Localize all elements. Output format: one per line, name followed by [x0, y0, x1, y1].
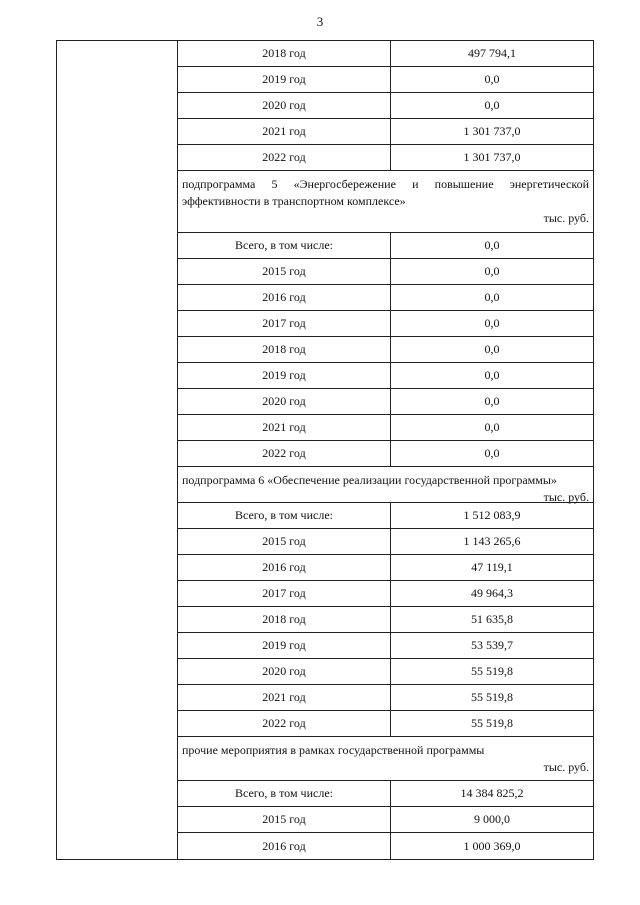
- table-row: [178, 711, 593, 737]
- amount-cell: 0,0: [484, 342, 500, 356]
- unit-label: тыс. руб.: [543, 760, 589, 774]
- amount-cell: 14 384 825,2: [460, 786, 524, 800]
- year-cell: 2022 год: [178, 441, 391, 466]
- page-number: 3: [316, 14, 324, 29]
- amount-cell: 0,0: [484, 72, 500, 86]
- year-cell: 2020 год: [178, 659, 391, 684]
- amount-cell: 55 519,8: [471, 716, 513, 730]
- amount-cell: 1 000 369,0: [463, 838, 521, 853]
- amount-cell: 55 519,8: [471, 690, 513, 704]
- table-row: [178, 285, 593, 311]
- table-row: [178, 389, 593, 415]
- table-row: [178, 415, 593, 441]
- table-row: [178, 581, 593, 607]
- table-row: [178, 145, 593, 171]
- year-cell: 2018 год: [178, 337, 391, 362]
- amount-cell: 49 964,3: [471, 586, 513, 600]
- year-cell: 2019 год: [178, 633, 391, 658]
- table-row: [178, 555, 593, 581]
- year-cell: 2016 год: [178, 555, 391, 580]
- table-row: [178, 259, 593, 285]
- unit-label: тыс. руб.: [543, 211, 589, 225]
- subprogram-header: [178, 171, 593, 233]
- table-row: [178, 529, 593, 555]
- subprogram-title: прочие мероприятия в рамках государственной программы: [182, 743, 485, 757]
- table-row: [178, 633, 593, 659]
- year-cell: 2022 год: [178, 711, 391, 736]
- table-row: [178, 233, 593, 259]
- year-cell: 2022 год: [178, 145, 391, 170]
- table-row: [178, 119, 593, 145]
- year-cell: Всего, в том числе:: [178, 233, 391, 258]
- table-row: [178, 93, 593, 119]
- amount-cell: 0,0: [484, 420, 500, 434]
- year-cell: 2019 год: [178, 363, 391, 388]
- year-cell: 2017 год: [178, 311, 391, 336]
- year-cell: 2019 год: [178, 67, 391, 92]
- year-cell: 2020 год: [178, 93, 391, 118]
- funding-table: [56, 40, 594, 860]
- subprogram-header: [178, 467, 593, 503]
- amount-cell: 0,0: [484, 98, 500, 112]
- amount-cell: 1 301 737,0: [463, 150, 521, 164]
- year-cell: 2015 год: [178, 259, 391, 284]
- amount-cell: 1 143 265,6: [463, 534, 521, 548]
- year-cell: 2015 год: [178, 529, 391, 554]
- year-cell: 2018 год: [178, 41, 391, 66]
- amount-cell: 0,0: [484, 316, 500, 330]
- year-cell: Всего, в том числе:: [178, 781, 391, 806]
- amount-cell: 497 794,1: [468, 46, 516, 60]
- table-row: [178, 659, 593, 685]
- table-row: [178, 363, 593, 389]
- year-cell: 2021 год: [178, 119, 391, 144]
- year-cell: 2018 год: [178, 607, 391, 632]
- subprogram-header: [178, 737, 593, 781]
- table-row: [178, 833, 593, 859]
- table-row: [178, 441, 593, 467]
- amount-cell: 53 539,7: [471, 638, 513, 652]
- year-cell: 2021 год: [178, 685, 391, 710]
- amount-cell: 0,0: [484, 264, 500, 278]
- amount-cell: 51 635,8: [471, 612, 513, 626]
- table-row: [178, 685, 593, 711]
- year-cell: Всего, в том числе:: [178, 503, 391, 528]
- table-right-column: [178, 41, 593, 859]
- year-cell: 2020 год: [178, 389, 391, 414]
- amount-cell: 0,0: [484, 446, 500, 460]
- amount-cell: 9 000,0: [474, 812, 510, 826]
- amount-cell: 0,0: [484, 238, 500, 252]
- unit-label: тыс. руб.: [543, 490, 589, 504]
- subprogram-title: подпрограмма 6 «Обеспечение реализации государственной программы»: [182, 473, 557, 487]
- table-left-column: [57, 41, 178, 859]
- amount-cell: 0,0: [484, 394, 500, 408]
- table-row: [178, 311, 593, 337]
- amount-cell: 1 301 737,0: [463, 124, 521, 138]
- year-cell: 2016 год: [178, 833, 391, 859]
- table-row: [178, 503, 593, 529]
- table-row: [178, 807, 593, 833]
- table-row: [178, 67, 593, 93]
- amount-cell: 0,0: [484, 368, 500, 382]
- year-cell: 2016 год: [178, 285, 391, 310]
- year-cell: 2017 год: [178, 581, 391, 606]
- amount-cell: 0,0: [484, 290, 500, 304]
- table-row: [178, 781, 593, 807]
- table-row: [178, 607, 593, 633]
- year-cell: 2015 год: [178, 807, 391, 832]
- amount-cell: 55 519,8: [471, 664, 513, 678]
- amount-cell: 1 512 083,9: [463, 508, 521, 522]
- table-row: [178, 337, 593, 363]
- amount-cell: 47 119,1: [471, 560, 513, 574]
- subprogram-title: подпрограмма 5 «Энергосбережение и повышение энергетической эффективности в транспортном комплексе»: [182, 177, 589, 208]
- year-cell: 2021 год: [178, 415, 391, 440]
- table-row: [178, 41, 593, 67]
